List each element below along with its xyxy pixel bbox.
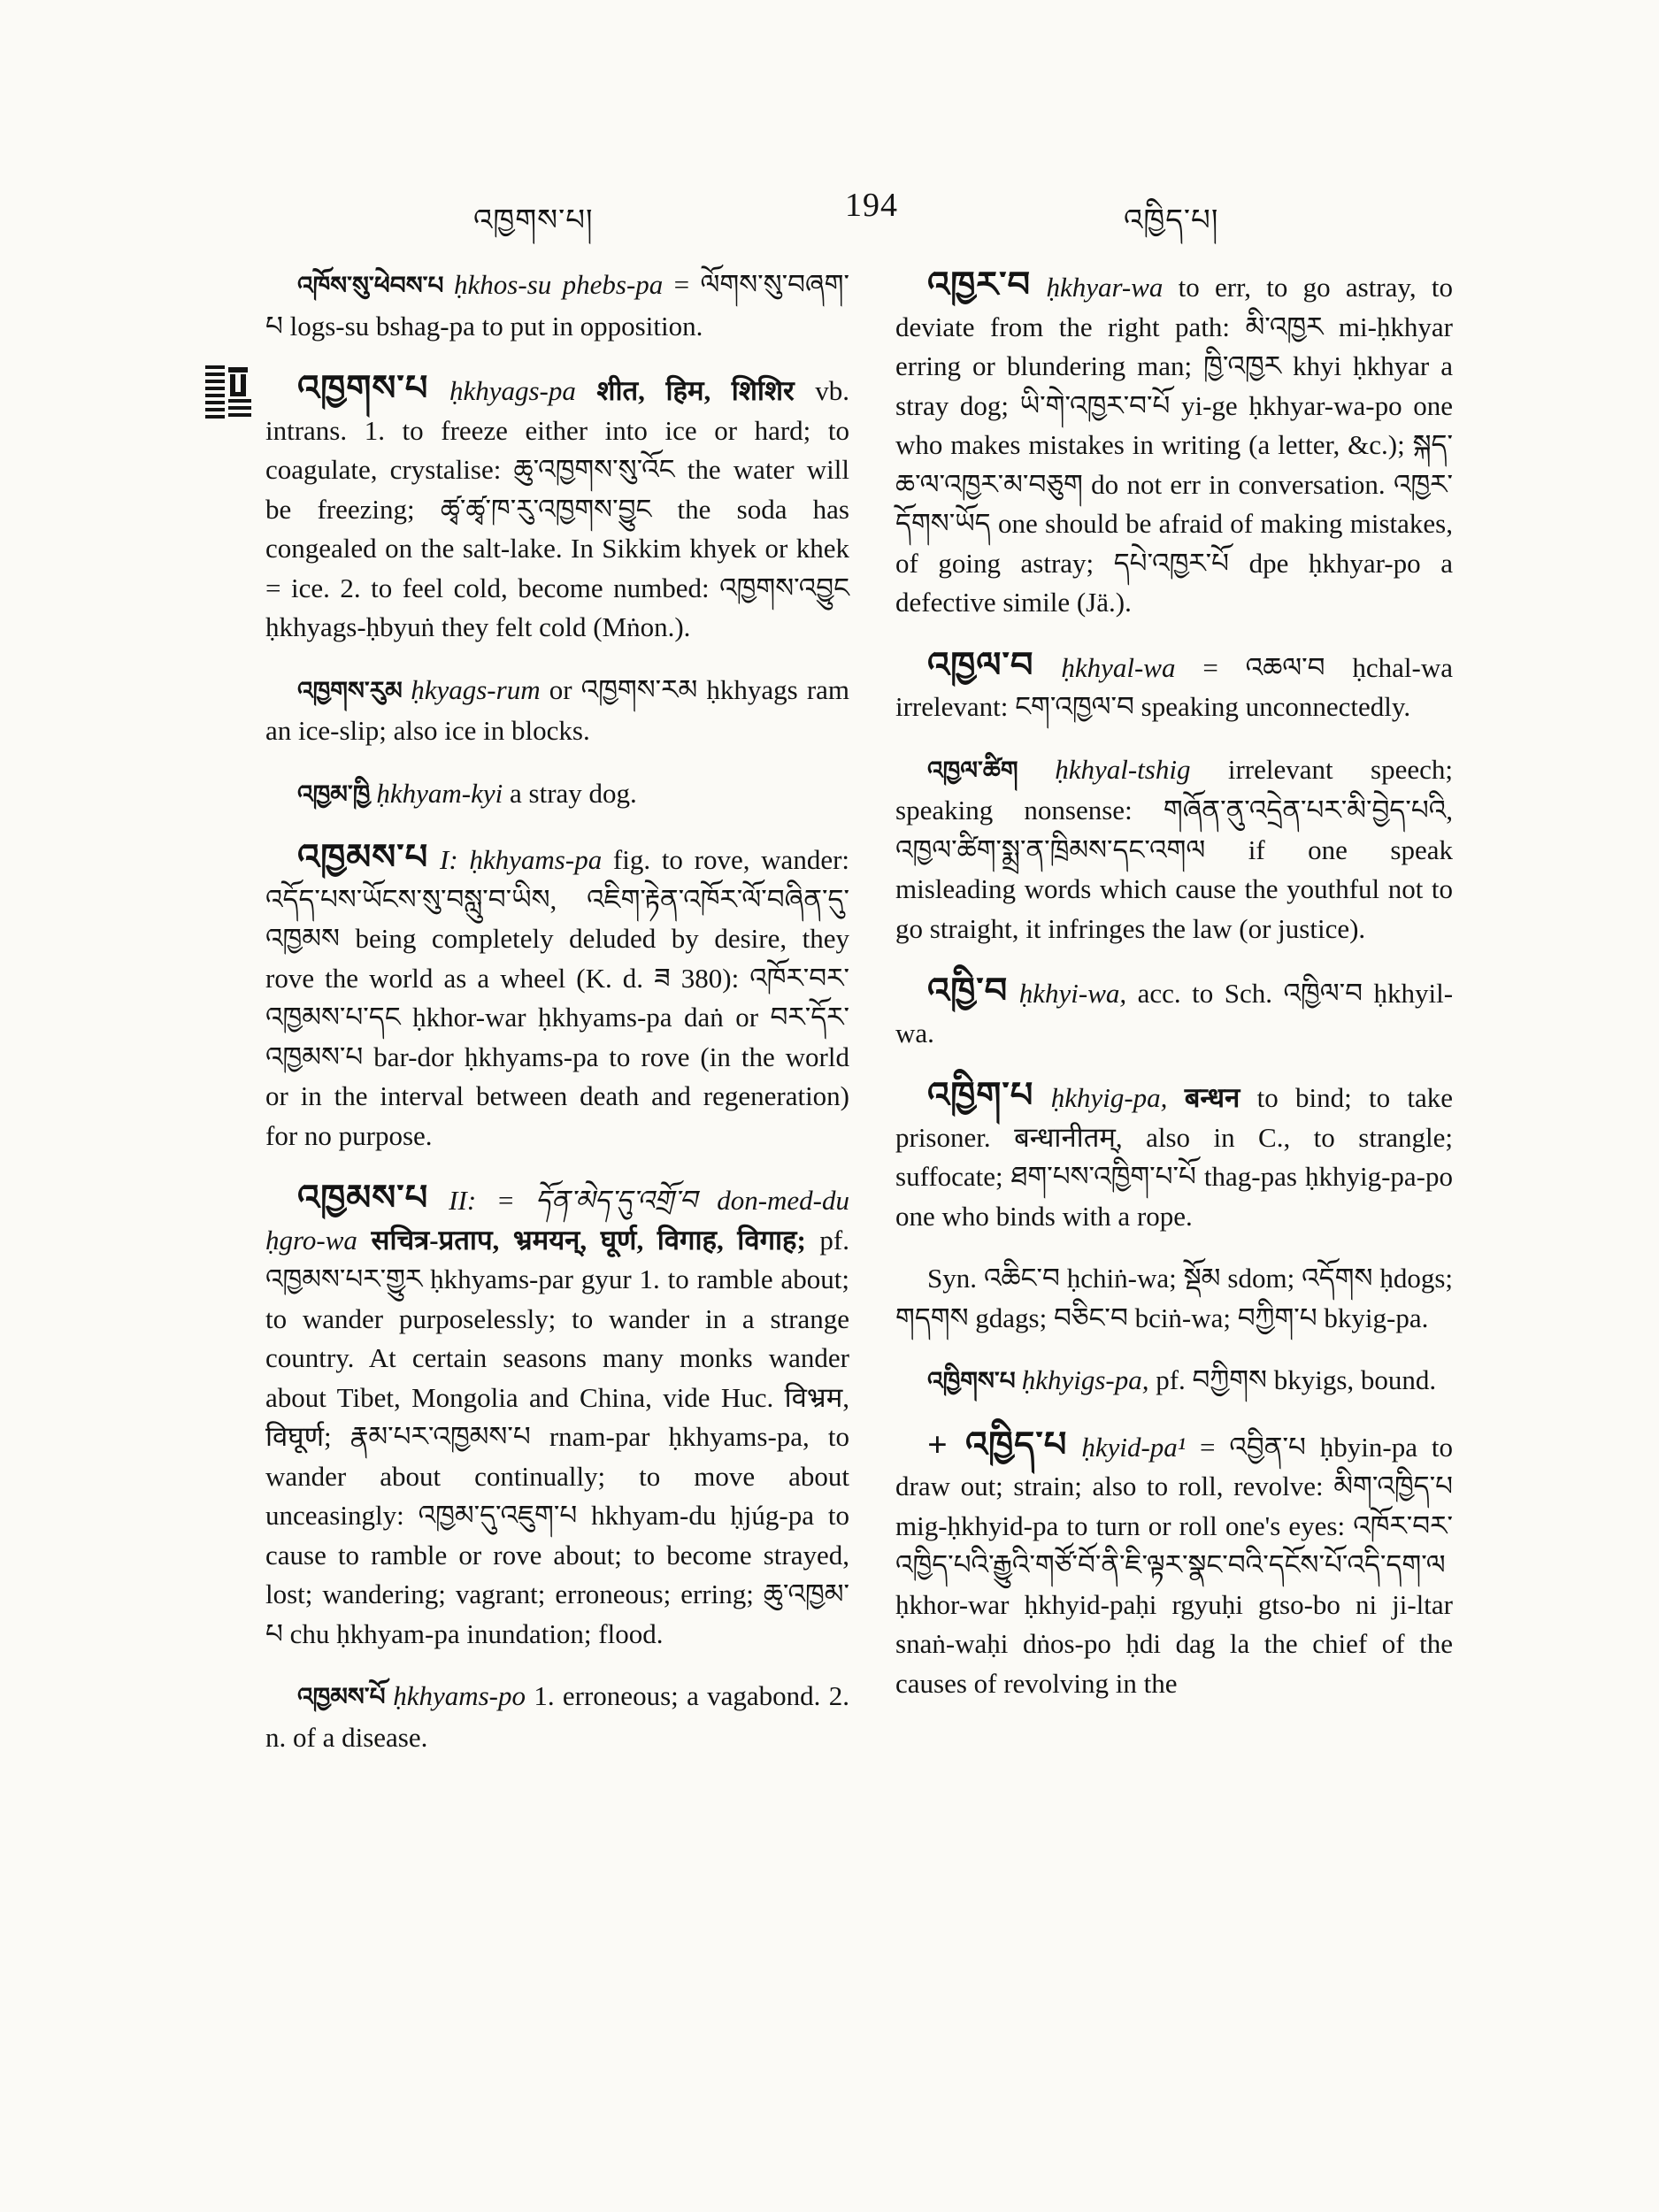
entry-translit: I: ḥkhyams-pa xyxy=(440,844,603,875)
entry-khyags-pa xyxy=(265,369,849,648)
entry-translit: ḥkhyams-po xyxy=(393,1680,526,1711)
entry-lead: འཁོས་སུ་ཕེབས་པ xyxy=(297,273,455,300)
entry-sanskrit: शीत, हिम, शिशिर xyxy=(596,375,795,406)
entry-translit: ḥkhyags-pa xyxy=(449,375,576,406)
entry-text: pf. འཁྱམས་པར་གྱུར ḥkhyams-par gyur 1. to ramble about; to wander purposelessly; to wander in a strange country. At certain seasons many monks wander about Tibet, Mongolia and China, vide Huc. विभ्रम, विघूर्ण; རྣམ་པར་འཁྱམས་པ rnam-par ḥkhyams-pa, to wander about continually; to move about unceasingly: འཁྱམ་དུ་འཇུག་པ hkhyam-du ḥjúg-pa to cause to ramble or rove about; to become strayed, lost; wandering; vagrant; erroneous; erring; ཆུ་འཁྱམ་པ chu ḥkhyam-pa inundation; flood. xyxy=(265,1224,849,1649)
entry-khyig-pa xyxy=(895,1076,1453,1236)
entry-lead: Syn. xyxy=(927,1263,984,1294)
header-left-catchword: འཁྱགས་པ། xyxy=(473,204,594,237)
header-right-catchword: འཁྱིད་པ། xyxy=(1124,204,1219,237)
entry-translit: ḥkhyar-wa xyxy=(1046,272,1164,303)
entry-translit: ḥkyid-pa¹ xyxy=(1081,1431,1187,1463)
entry-translit: II: = དོན་མེད་དུ་འགྲོ་བ don-med-du ḥgro-wa xyxy=(265,1185,849,1256)
entry-sanskrit: सचित्र-प्रताप, भ्रमयन्, घूर्ण, विगाह, विगाह; xyxy=(371,1224,806,1256)
entry-headword: འཁྱི་བ xyxy=(927,971,1009,1010)
entry-khyams-pa-2 xyxy=(265,1179,849,1654)
entry-synonyms xyxy=(895,1259,1453,1338)
entry-khyar-wa xyxy=(895,265,1453,623)
entry-text: = ལོགས་སུ་བཞག་པ logs-su bshag-pa to put in opposition. xyxy=(265,269,849,342)
entry-khyal-wa xyxy=(895,646,1453,727)
entry-khyid-pa xyxy=(895,1425,1453,1704)
khy-letter-tab-icon xyxy=(205,365,251,419)
entry-translit: ḥkyags-rum xyxy=(411,673,541,705)
entry-khos-su-phebs-pa xyxy=(265,265,849,346)
entry-headword: འཁྱམས་པ xyxy=(297,1178,429,1217)
left-column xyxy=(265,265,849,1780)
entry-text: irrelevant speech; speaking nonsense: གཞོན་ནུ་འདྲེན་པར་མི་བྱེད་པའི, འཁྱལ་ཚིག་སྨྲ་ན་ཁྲིམས་དང་འགལ if one speak misleading words which cause the youthful not to go straight, it infringes the law (or justice). xyxy=(895,753,1454,944)
entry-headword: འཁྱིག་པ xyxy=(927,1075,1034,1115)
entry-translit: ḥkhyam-kyi xyxy=(376,777,503,809)
entry-lead: འཁྱིགས་པ xyxy=(927,1368,1022,1395)
entry-khyams-pa-1 xyxy=(265,838,849,1156)
entry-headword: འཁྱམས་པ xyxy=(297,837,429,877)
entry-text: acc. to Sch. འཁྱིལ་བ ḥkhyil-wa. xyxy=(895,978,1454,1048)
entry-text: vb. intrans. 1. to freeze either into ice or hard; to coagulate, crystalise: ཆུ་འཁྱགས་སུ་འོང the water will be freezing; ཚྭ་ཚྭ་ཁ་རུ་འཁྱགས་བྱུང the soda has congealed on the salt-lake. In Sikkim khyek or khek = ice. 2. to feel cold, become numbed: འཁྱགས་འབྱུང ḥkhyags-ḥbyuṅ they felt cold (Mṅon.). xyxy=(265,375,849,642)
entry-headword: འཁྱལ་བ xyxy=(927,644,1034,685)
entry-lead: འཁྱལ་ཚིག xyxy=(927,757,1056,785)
entry-kyags-rum xyxy=(265,671,849,751)
entry-headword: + འཁྱིད་པ xyxy=(927,1424,1068,1464)
page-number: 194 xyxy=(845,187,898,224)
entry-translit: ḥkhyal-tshig xyxy=(1055,753,1191,785)
entry-khyal-tshig xyxy=(895,750,1453,949)
entry-headword: འཁྱར་བ xyxy=(927,265,1032,304)
entry-lead: འཁྱམས་པོ xyxy=(297,1684,394,1711)
entry-headword: འཁྱགས་པ xyxy=(297,368,429,408)
entry-text: fig. to rove, wander: འདོད་པས་ཡོངས་སུ་བསླུ་བ་ཡིས, འཇིག་རྟེན་འཁོར་ལོ་བཞིན་དུ་འཁྱམས being completely deluded by desire, they rove the world as a wheel (K. d. ཟ 380): འཁོར་བར་འཁྱམས་པ་དང ḥkhor-war ḥkhyams-pa daṅ or བར་དོར་འཁྱམས་པ bar-dor ḥkhyams-pa to rove (in the world or in the interval between death and regeneration) for no purpose. xyxy=(265,844,850,1151)
entry-sanskrit: बन्धन xyxy=(1184,1082,1240,1113)
entry-text: a stray dog. xyxy=(510,777,637,809)
entry-khyams-po xyxy=(265,1677,849,1757)
entry-khyigs-pa xyxy=(895,1361,1453,1402)
entry-text: 1. erroneous; a vagabond. 2. n. of a disease. xyxy=(265,1680,849,1753)
entry-text: = འབྱིན་པ ḥbyin-pa to draw out; strain; also to roll, revolve: མིག་འཁྱིད་པ mig-ḥkhyid-pa to turn or roll one's eyes: འཁོར་བར་འཁྱིད་པའི་རྒྱུའི་གཙོ་བོ་ནི་ཇི་ལྟར་སྣང་བའི་དངོས་པོ་འདི་དག་ལ ḥkhor-war ḥkhyid-paḥi rgyuḥi gtso-bo ni ji-ltar snaṅ-waḥi dṅos-po ḥdi dag la the chief of the causes of revolving in the xyxy=(895,1431,1454,1699)
entry-translit: ḥkhyigs-pa, xyxy=(1021,1364,1149,1395)
entry-khyam-kyi xyxy=(265,774,849,816)
entry-translit: ḥkhos-su phebs-pa xyxy=(454,269,664,300)
entry-lead: འཁྱགས་རུམ xyxy=(297,677,411,705)
entry-translit: ḥkhyi-wa, xyxy=(1018,978,1127,1009)
entry-text: pf. བཀྱིགས bkyigs, bound. xyxy=(1156,1364,1437,1395)
right-column xyxy=(895,265,1453,1726)
entry-text: = འཆལ་བ ḥchal-wa irrelevant: ངག་འཁྱལ་བ speaking unconnectedly. xyxy=(895,651,1454,722)
entry-lead: འཁྱམ་ཁྱི xyxy=(297,780,377,809)
entry-text: or འཁྱགས་རམ ḥkhyags ram an ice-slip; also ice in blocks. xyxy=(265,673,850,746)
entry-text: to err, to go astray, to deviate from the right path: མི་འཁྱར mi-ḥkhyar erring or blundering man; ཁྱི་འཁྱར khyi ḥkhyar a stray dog; ཡི་གེ་འཁྱར་བ་པོ yi-ge ḥkhyar-wa-po one who makes mistakes in writing (a letter, &c.); སྐད་ཆ་ལ་འཁྱར་མ་བཅུག do not err in conversation. འཁྱར་དོགས་ཡོད one should be afraid of making mistakes, of going astray; དཔེ་འཁྱར་པོ dpe ḥkhyar-po a defective simile (Jä.). xyxy=(895,272,1453,618)
entry-text: འཆིང་བ ḥchiṅ-wa; སྡོམ sdom; འདོགས ḥdogs; གདགས gdags; བཅིང་བ bciṅ-wa; བཀྱིག་པ bkyig-pa. xyxy=(895,1263,1453,1333)
entry-translit: ḥkhyig-pa, xyxy=(1050,1082,1168,1113)
entry-text: to bind; to take prisoner. बन्धानीतम्, also in C., to strangle; suffocate; ཐག་པས་འཁྱིག་པ་པོ thag-pas ḥkhyig-pa-po one who binds with a rope. xyxy=(895,1082,1454,1232)
entry-translit: ḥkhyal-wa xyxy=(1061,651,1176,683)
entry-khyi-wa xyxy=(895,972,1453,1053)
